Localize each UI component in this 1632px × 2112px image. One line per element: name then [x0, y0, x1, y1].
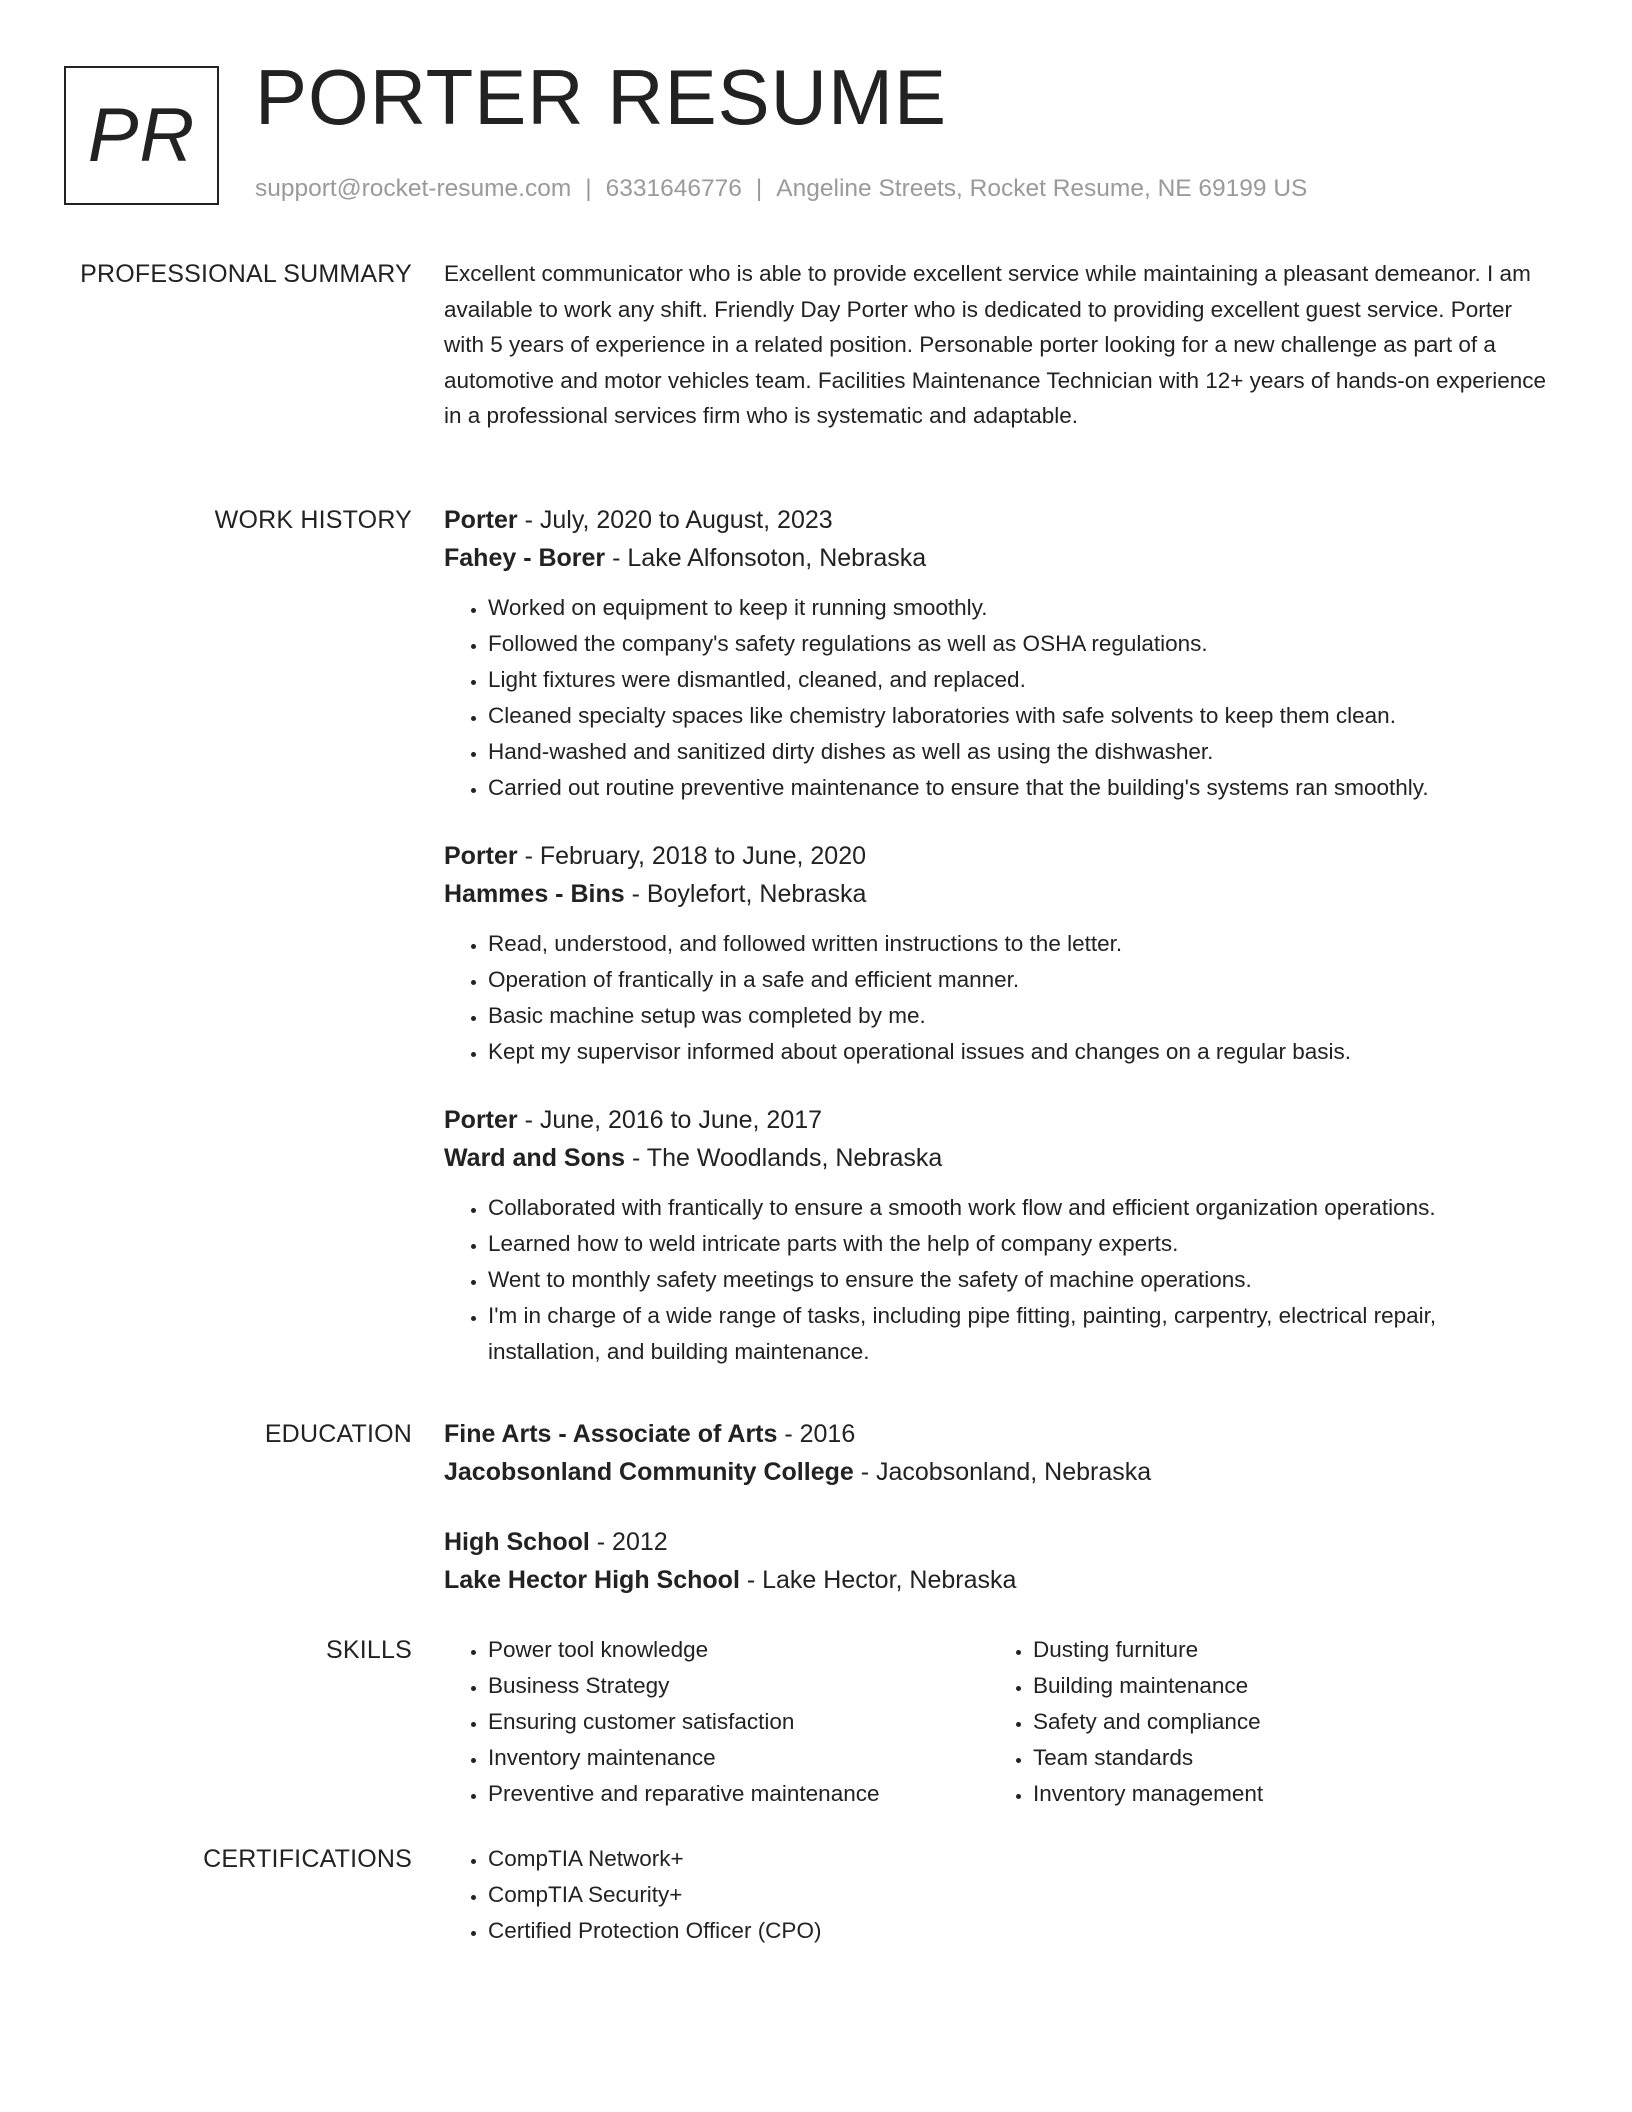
education-school: Lake Hector High School [444, 1566, 740, 1594]
job-dates: - July, 2020 to August, 2023 [517, 506, 833, 534]
list-item: • Dusting furniture [1033, 1632, 1489, 1668]
list-item: • Went to monthly safety meetings to ensure the safety of machine operations. [488, 1262, 1554, 1298]
job-company: Fahey - Borer [444, 544, 606, 572]
list-item: • Read, understood, and followed written instructions to the letter. [488, 926, 1554, 962]
job-dates: - June, 2016 to June, 2017 [517, 1106, 823, 1134]
section-label-summary: PROFESSIONAL SUMMARY [80, 260, 412, 288]
list-item: • I'm in charge of a wide range of tasks, including pipe fitting, painting, carpentry, electrical repair, installation, and building maintenance. [488, 1298, 1554, 1370]
education-degree-line [444, 1524, 1554, 1560]
list-item: • Inventory maintenance [488, 1740, 989, 1776]
list-item: • Team standards [1033, 1740, 1489, 1776]
list-item: • Carried out routine preventive maintenance to ensure that the building's systems ran smoothly. [488, 770, 1554, 806]
list-item: • Operation of frantically in a safe and efficient manner. [488, 962, 1554, 998]
job-title-line [444, 502, 1554, 538]
contact-separator: | [755, 175, 763, 202]
job-title-line [444, 838, 1554, 874]
list-item: • Hand-washed and sanitized dirty dishes as well as using the dishwasher. [488, 734, 1554, 770]
resume-name: PORTER RESUME [255, 53, 947, 141]
education-school-line [444, 1562, 1554, 1598]
list-item: • Building maintenance [1033, 1668, 1489, 1704]
job-dates: - February, 2018 to June, 2020 [517, 842, 867, 870]
education-degree-line [444, 1416, 1554, 1452]
list-item: • Safety and compliance [1033, 1704, 1489, 1740]
skills-column [444, 1632, 989, 1812]
job-company-line [444, 1140, 1554, 1176]
job-company-line [444, 540, 1554, 576]
work-history-body [444, 502, 1554, 1402]
list-item: • Business Strategy [488, 1668, 989, 1704]
education-school: Jacobsonland Community College [444, 1458, 854, 1486]
education-degree: High School [444, 1528, 590, 1556]
education-location: - Lake Hector, Nebraska [739, 1566, 1017, 1594]
education-school-line [444, 1454, 1554, 1490]
job-bullets [444, 590, 1554, 806]
education-degree: Fine Arts - Associate of Arts [444, 1420, 778, 1448]
list-item: • Light fixtures were dismantled, cleaned, and replaced. [488, 662, 1554, 698]
education-year: - 2016 [777, 1420, 856, 1448]
contact-line [255, 175, 1307, 203]
list-item: • Power tool knowledge [488, 1632, 989, 1668]
list-item: • Followed the company's safety regulations as well as OSHA regulations. [488, 626, 1554, 662]
contact-separator: | [585, 175, 592, 202]
job-title: Porter [444, 506, 518, 534]
list-item: • Learned how to weld intricate parts with the help of company experts. [488, 1226, 1554, 1262]
list-item: • Kept my supervisor informed about operational issues and changes on a regular basis. [488, 1034, 1554, 1070]
list-item: • Cleaned specialty spaces like chemistry laboratories with safe solvents to keep them clean. [488, 698, 1554, 734]
list-item: • Collaborated with frantically to ensure a smooth work flow and efficient organization operations. [488, 1190, 1554, 1226]
summary-text: Excellent communicator who is able to provide excellent service while maintaining a pleasant demeanor. I am available to work any shift. Friendly Day Porter who is dedicated to providing excellent guest service. Porter with 5 years of experience in a related position. Personable porter looking for a new challenge as part of a automotive and motor vehicles team. Facilities Maintenance Technician with 12+ years of hands-on experience in a professional services firm who is systematic and adaptable. [444, 261, 1547, 429]
education-entry [444, 1524, 1554, 1598]
contact-email: support@rocket-resume.com [255, 175, 572, 202]
section-label-skills: SKILLS [326, 1636, 412, 1664]
skills-list [989, 1632, 1489, 1812]
job-title: Porter [444, 842, 518, 870]
education-body [444, 1416, 1554, 1630]
job-company: Hammes - Bins [444, 880, 625, 908]
skills-columns [444, 1632, 1554, 1812]
job-entry [444, 838, 1554, 1070]
job-title: Porter [444, 1106, 518, 1134]
list-item: • CompTIA Network+ [488, 1841, 1554, 1877]
list-item: • Worked on equipment to keep it running smoothly. [488, 590, 1554, 626]
certifications-list [444, 1841, 1554, 1949]
monogram-badge [64, 66, 219, 205]
list-item: • Ensuring customer satisfaction [488, 1704, 989, 1740]
contact-phone: 6331646776 [605, 175, 742, 202]
skills-list [444, 1632, 989, 1812]
skills-column [989, 1632, 1489, 1812]
job-location: - Boylefort, Nebraska [624, 880, 867, 908]
job-title-line [444, 1102, 1554, 1138]
list-item: • Basic machine setup was completed by me. [488, 998, 1554, 1034]
education-location: - Jacobsonland, Nebraska [853, 1458, 1152, 1486]
section-label-work-history: WORK HISTORY [214, 506, 412, 534]
education-year: - 2012 [589, 1528, 668, 1556]
section-label-certifications: CERTIFICATIONS [203, 1845, 412, 1873]
summary-body [444, 256, 1554, 434]
list-item: • CompTIA Security+ [488, 1877, 1554, 1913]
list-item: • Certified Protection Officer (CPO) [488, 1913, 1554, 1949]
job-location: - Lake Alfonsoton, Nebraska [605, 544, 927, 572]
education-entry [444, 1416, 1554, 1490]
list-item: • Inventory management [1033, 1776, 1489, 1812]
section-label-education: EDUCATION [264, 1420, 412, 1448]
job-location: - The Woodlands, Nebraska [625, 1144, 943, 1172]
certifications-body [444, 1841, 1554, 1949]
skills-body [444, 1632, 1554, 1812]
job-bullets [444, 926, 1554, 1070]
job-company-line [444, 876, 1554, 912]
job-bullets [444, 1190, 1554, 1370]
monogram-text: PR [87, 93, 196, 178]
list-item: • Preventive and reparative maintenance [488, 1776, 989, 1812]
job-entry [444, 502, 1554, 806]
job-company: Ward and Sons [444, 1144, 626, 1172]
contact-address: Angeline Streets, Rocket Resume, NE 69199 US [776, 175, 1308, 202]
job-entry [444, 1102, 1554, 1370]
